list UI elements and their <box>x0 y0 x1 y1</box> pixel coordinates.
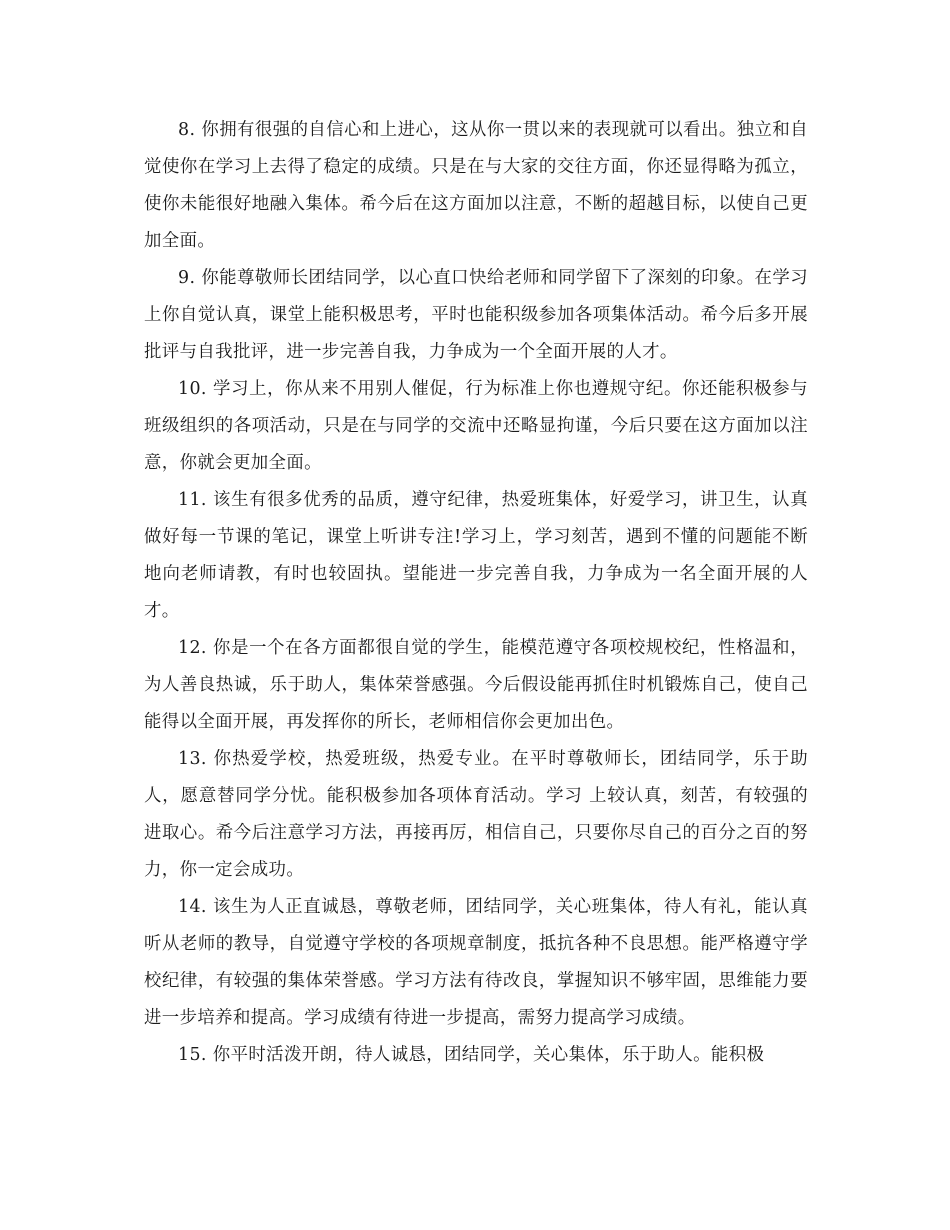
comment-paragraph-9: 9. 你能尊敬师长团结同学，以心直口快给老师和同学留下了深刻的印象。在学习上你自觉认真，课堂上能积极思考，平时也能积级参加各项集体活动。希今后多开展批评与自我批评，进一步完善自我，力争成为一个全面开展的人才。 <box>144 268 808 362</box>
comment-paragraph-15: 15. 你平时活泼开朗，待人诚恳，团结同学，关心集体，乐于助人。能积极 <box>178 1045 765 1065</box>
comment-paragraph-14: 14. 该生为人正直诚恳，尊敬老师，团结同学，关心班集体，待人有礼，能认真听从老师的教导，自觉遵守学校的各项规章制度，抵抗各种不良思想。能严格遵守学校纪律，有较强的集体荣誉感。学习方法有待改良，掌握知识不够牢固，思维能力要进一步培养和提高。学习成绩有待进一步提高，需努力提高学习成绩。 <box>144 897 808 1028</box>
comment-paragraph-11: 11. 该生有很多优秀的品质，遵守纪律，热爱班集体，好爱学习，讲卫生，认真做好每一节课的笔记，课堂上听讲专注!学习上，学习刻苦，遇到不懂的问题能不断地向老师请教，有时也较固执。望能进一步完善自我，力争成为一名全面开展的人才。 <box>144 490 808 621</box>
comment-paragraph-12: 12. 你是一个在各方面都很自觉的学生，能模范遵守各项校规校纪，性格温和，为人善良热诚，乐于助人，集体荣誉感强。今后假设能再抓住时机锻炼自己，使自己能得以全面开展，再发挥你的所长，老师相信你会更加出色。 <box>144 638 808 732</box>
comment-paragraph-10: 10. 学习上，你从来不用别人催促，行为标准上你也遵规守纪。你还能积极参与班级组织的各项活动，只是在与同学的交流中还略显拘谨，今后只要在这方面加以注意，你就会更加全面。 <box>144 379 808 473</box>
comment-paragraph-8: 8. 你拥有很强的自信心和上进心，这从你一贯以来的表现就可以看出。独立和自觉使你在学习上去得了稳定的成绩。只是在与大家的交往方面，你还显得略为孤立，使你未能很好地融入集体。希今后在这方面加以注意，不断的超越目标，以使自己更加全面。 <box>144 120 808 251</box>
comment-paragraph-13: 13. 你热爱学校，热爱班级，热爱专业。在平时尊敬师长，团结同学，乐于助人，愿意替同学分忧。能积极参加各项体育活动。学习 上较认真，刻苦，有较强的进取心。希今后注意学习方法，再接再厉，相信自己，只要你尽自己的百分之百的努力，你一定会成功。 <box>144 749 808 880</box>
document-body <box>144 112 808 1074</box>
